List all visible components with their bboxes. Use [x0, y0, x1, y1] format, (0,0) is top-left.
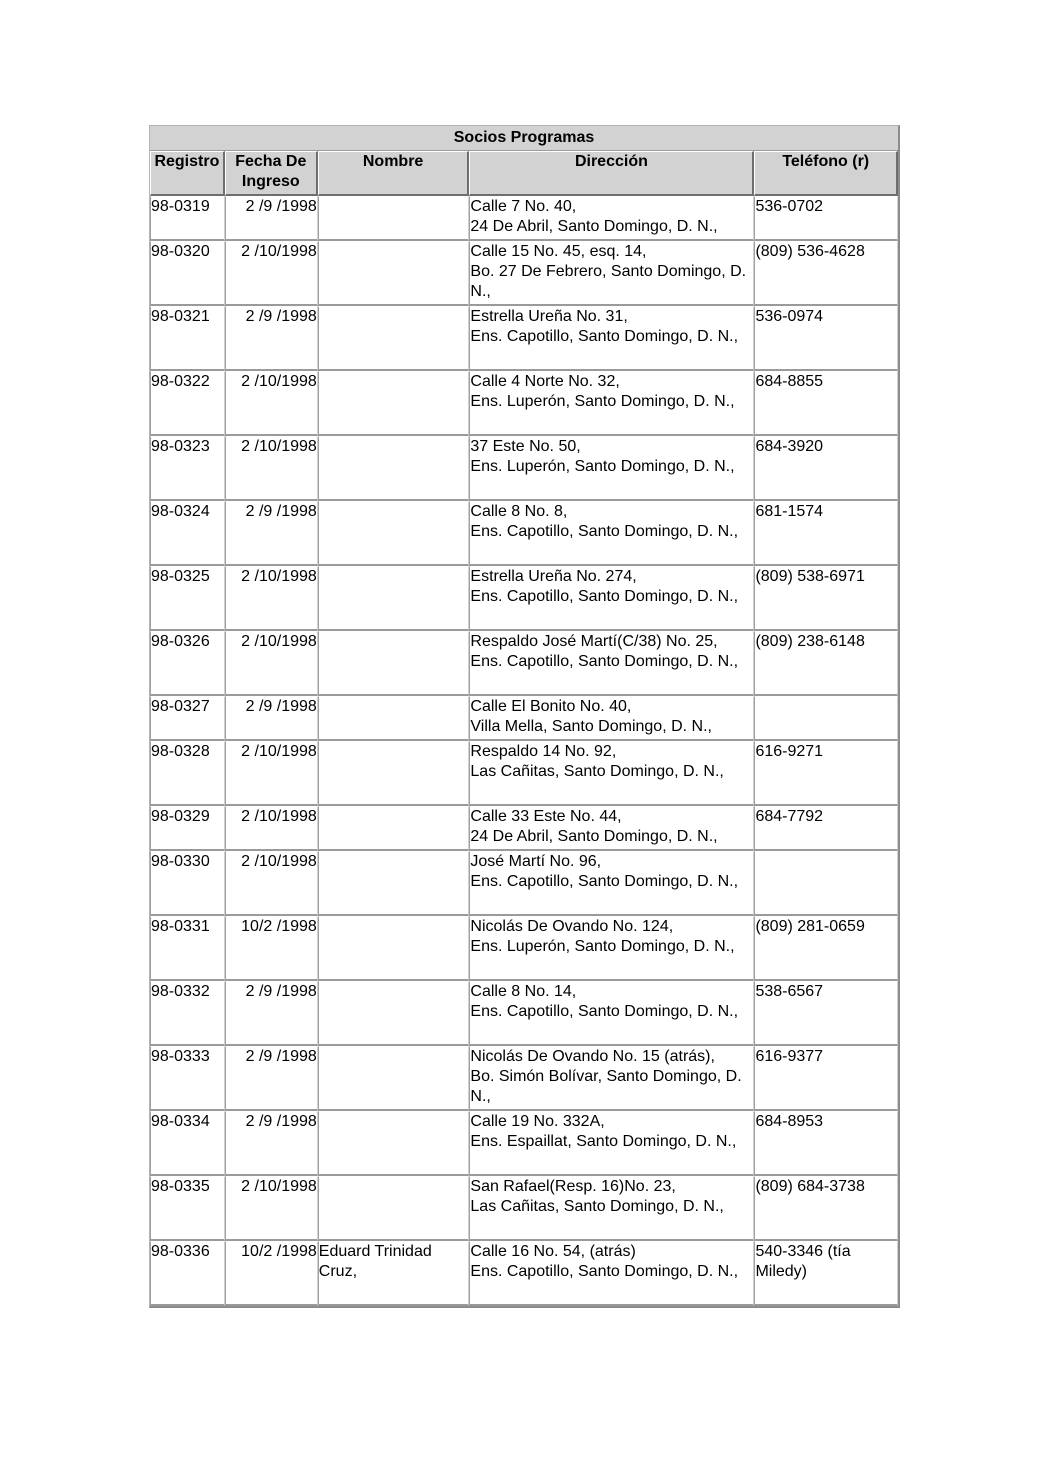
table-row — [150, 1176, 898, 1241]
direccion-line-2: Ens. Luperón, Santo Domingo, D. N., — [470, 938, 735, 955]
fecha-cell: 2 /9 /1998 — [225, 501, 318, 566]
direccion-cell — [469, 741, 754, 806]
direccion-line-2: Ens. Capotillo, Santo Domingo, D. N., — [470, 1003, 739, 1020]
registro-cell: 98-0331 — [150, 916, 225, 981]
nombre-cell — [318, 501, 470, 566]
table-row — [150, 851, 898, 916]
direccion-cell — [469, 696, 754, 741]
table-row — [150, 741, 898, 806]
nombre-cell — [318, 851, 470, 916]
direccion-line-1: Nicolás De Ovando No. 15 (atrás), — [470, 1048, 715, 1065]
table-row — [150, 696, 898, 741]
direccion-line-2: Ens. Espaillat, Santo Domingo, D. N., — [470, 1133, 737, 1150]
nombre-cell — [318, 241, 470, 306]
direccion-line-2: Las Cañitas, Santo Domingo, D. N., — [470, 763, 724, 780]
registro-cell: 98-0324 — [150, 501, 225, 566]
table-row — [150, 1111, 898, 1176]
table-row — [150, 1241, 898, 1306]
direccion-line-2: Bo. Simón Bolívar, Santo Domingo, D. N., — [470, 1068, 742, 1105]
direccion-line-1: Nicolás De Ovando No. 124, — [470, 918, 674, 935]
direccion-line-1: Calle 16 No. 54, (atrás) — [470, 1243, 636, 1260]
direccion-line-1: Calle 7 No. 40, — [470, 198, 577, 215]
fecha-cell: 2 /10/1998 — [225, 371, 318, 436]
telefono-cell: (809) 281-0659 — [754, 916, 898, 981]
registro-cell: 98-0319 — [150, 196, 225, 241]
nombre-cell — [318, 1111, 470, 1176]
direccion-cell — [469, 851, 754, 916]
telefono-cell: 684-8953 — [754, 1111, 898, 1176]
direccion-line-1: Respaldo José Martí(C/38) No. 25, — [470, 633, 718, 650]
registro-cell: 98-0330 — [150, 851, 225, 916]
registro-cell: 98-0323 — [150, 436, 225, 501]
direccion-line-1: Calle 15 No. 45, esq. 14, — [470, 243, 647, 260]
direccion-line-1: Calle 8 No. 8, — [470, 503, 568, 520]
nombre-cell — [318, 436, 470, 501]
registro-cell: 98-0327 — [150, 696, 225, 741]
direccion-cell — [469, 501, 754, 566]
direccion-line-1: Estrella Ureña No. 31, — [470, 308, 628, 325]
telefono-cell: 536-0702 — [754, 196, 898, 241]
direccion-cell — [469, 916, 754, 981]
table-row — [150, 241, 898, 306]
telefono-cell: (809) 684-3738 — [754, 1176, 898, 1241]
nombre-cell — [318, 741, 470, 806]
nombre-cell — [318, 631, 470, 696]
fecha-cell: 10/2 /1998 — [225, 1241, 318, 1306]
direccion-line-1: 37 Este No. 50, — [470, 438, 581, 455]
direccion-line-2: Ens. Capotillo, Santo Domingo, D. N., — [470, 328, 739, 345]
telefono-cell: 684-8855 — [754, 371, 898, 436]
direccion-line-1: Respaldo 14 No. 92, — [470, 743, 617, 760]
telefono-cell: 536-0974 — [754, 306, 898, 371]
registro-cell: 98-0321 — [150, 306, 225, 371]
telefono-cell: 616-9377 — [754, 1046, 898, 1111]
fecha-cell: 2 /9 /1998 — [225, 696, 318, 741]
table-row — [150, 631, 898, 696]
nombre-cell — [318, 566, 470, 631]
table-row — [150, 196, 898, 241]
direccion-line-2: Ens. Luperón, Santo Domingo, D. N., — [470, 458, 735, 475]
table-row — [150, 806, 898, 851]
nombre-cell — [318, 1046, 470, 1111]
direccion-cell — [469, 306, 754, 371]
direccion-line-2: Ens. Capotillo, Santo Domingo, D. N., — [470, 588, 739, 605]
fecha-cell: 2 /10/1998 — [225, 436, 318, 501]
telefono-cell: 681-1574 — [754, 501, 898, 566]
telefono-cell: 684-7792 — [754, 806, 898, 851]
nombre-cell — [318, 196, 470, 241]
telefono-cell: 616-9271 — [754, 741, 898, 806]
direccion-cell — [469, 241, 754, 306]
direccion-line-1: Calle 4 Norte No. 32, — [470, 373, 620, 390]
telefono-cell — [754, 696, 898, 741]
header-registro: Registro — [150, 151, 225, 196]
nombre-cell — [318, 916, 470, 981]
direccion-line-2: Villa Mella, Santo Domingo, D. N., — [470, 718, 712, 735]
direccion-line-2: Ens. Capotillo, Santo Domingo, D. N., — [470, 1263, 739, 1280]
direccion-cell — [469, 1176, 754, 1241]
direccion-cell — [469, 371, 754, 436]
fecha-cell: 10/2 /1998 — [225, 916, 318, 981]
table-title: Socios Programas — [150, 126, 898, 151]
registro-cell: 98-0322 — [150, 371, 225, 436]
direccion-cell — [469, 196, 754, 241]
registro-cell: 98-0328 — [150, 741, 225, 806]
registro-cell: 98-0329 — [150, 806, 225, 851]
table-row — [150, 436, 898, 501]
table-row — [150, 566, 898, 631]
header-nombre: Nombre — [318, 151, 470, 196]
fecha-cell: 2 /9 /1998 — [225, 196, 318, 241]
registro-cell: 98-0335 — [150, 1176, 225, 1241]
direccion-cell — [469, 981, 754, 1046]
direccion-line-2: 24 De Abril, Santo Domingo, D. N., — [470, 828, 718, 845]
fecha-cell: 2 /10/1998 — [225, 631, 318, 696]
fecha-cell: 2 /10/1998 — [225, 241, 318, 306]
fecha-cell: 2 /10/1998 — [225, 741, 318, 806]
fecha-cell: 2 /9 /1998 — [225, 1046, 318, 1111]
direccion-cell — [469, 806, 754, 851]
fecha-cell: 2 /9 /1998 — [225, 306, 318, 371]
table-row — [150, 501, 898, 566]
direccion-line-1: Calle 19 No. 332A, — [470, 1113, 605, 1130]
nombre-cell — [318, 806, 470, 851]
nombre-cell — [318, 306, 470, 371]
fecha-cell: 2 /10/1998 — [225, 566, 318, 631]
table-row — [150, 916, 898, 981]
direccion-line-2: Ens. Capotillo, Santo Domingo, D. N., — [470, 653, 739, 670]
direccion-line-1: San Rafael(Resp. 16)No. 23, — [470, 1178, 676, 1195]
table-row — [150, 306, 898, 371]
direccion-cell — [469, 1111, 754, 1176]
direccion-line-1: Estrella Ureña No. 274, — [470, 568, 637, 585]
direccion-line-1: Calle 33 Este No. 44, — [470, 808, 622, 825]
table-row — [150, 1046, 898, 1111]
direccion-line-2: Las Cañitas, Santo Domingo, D. N., — [470, 1198, 724, 1215]
registro-cell: 98-0336 — [150, 1241, 225, 1306]
telefono-cell: 684-3920 — [754, 436, 898, 501]
registro-cell: 98-0333 — [150, 1046, 225, 1111]
nombre-cell — [318, 1176, 470, 1241]
direccion-line-1: Calle El Bonito No. 40, — [470, 698, 632, 715]
direccion-cell — [469, 1241, 754, 1306]
direccion-line-2: Bo. 27 De Febrero, Santo Domingo, D. N., — [470, 263, 747, 300]
registro-cell: 98-0325 — [150, 566, 225, 631]
registro-cell: 98-0326 — [150, 631, 225, 696]
nombre-cell — [318, 696, 470, 741]
socios-programas-table — [149, 125, 900, 1308]
table-row — [150, 981, 898, 1046]
fecha-cell: 2 /9 /1998 — [225, 1111, 318, 1176]
direccion-line-1: José Martí No. 96, — [470, 853, 602, 870]
telefono-cell: (809) 538-6971 — [754, 566, 898, 631]
registro-cell: 98-0320 — [150, 241, 225, 306]
fecha-cell: 2 /9 /1998 — [225, 981, 318, 1046]
header-direccion: Dirección — [469, 151, 754, 196]
direccion-cell — [469, 566, 754, 631]
nombre-cell — [318, 981, 470, 1046]
direccion-line-2: Ens. Capotillo, Santo Domingo, D. N., — [470, 873, 739, 890]
registro-cell: 98-0334 — [150, 1111, 225, 1176]
header-fecha-de-ingreso: Fecha De Ingreso — [225, 151, 318, 196]
fecha-cell: 2 /10/1998 — [225, 806, 318, 851]
direccion-line-2: Ens. Capotillo, Santo Domingo, D. N., — [470, 523, 739, 540]
telefono-cell: (809) 238-6148 — [754, 631, 898, 696]
telefono-cell — [754, 851, 898, 916]
direccion-cell — [469, 436, 754, 501]
fecha-cell: 2 /10/1998 — [225, 851, 318, 916]
direccion-cell — [469, 1046, 754, 1111]
direccion-line-2: 24 De Abril, Santo Domingo, D. N., — [470, 218, 718, 235]
registro-cell: 98-0332 — [150, 981, 225, 1046]
fecha-cell: 2 /10/1998 — [225, 1176, 318, 1241]
direccion-line-1: Calle 8 No. 14, — [470, 983, 577, 1000]
telefono-cell: 538-6567 — [754, 981, 898, 1046]
telefono-cell: (809) 536-4628 — [754, 241, 898, 306]
telefono-cell: 540-3346 (tía Miledy) — [754, 1241, 898, 1306]
nombre-cell — [318, 371, 470, 436]
direccion-line-2: Ens. Luperón, Santo Domingo, D. N., — [470, 393, 735, 410]
nombre-cell: Eduard Trinidad Cruz, — [318, 1241, 470, 1306]
header-telefono: Teléfono (r) — [754, 151, 898, 196]
direccion-cell — [469, 631, 754, 696]
table-row — [150, 371, 898, 436]
